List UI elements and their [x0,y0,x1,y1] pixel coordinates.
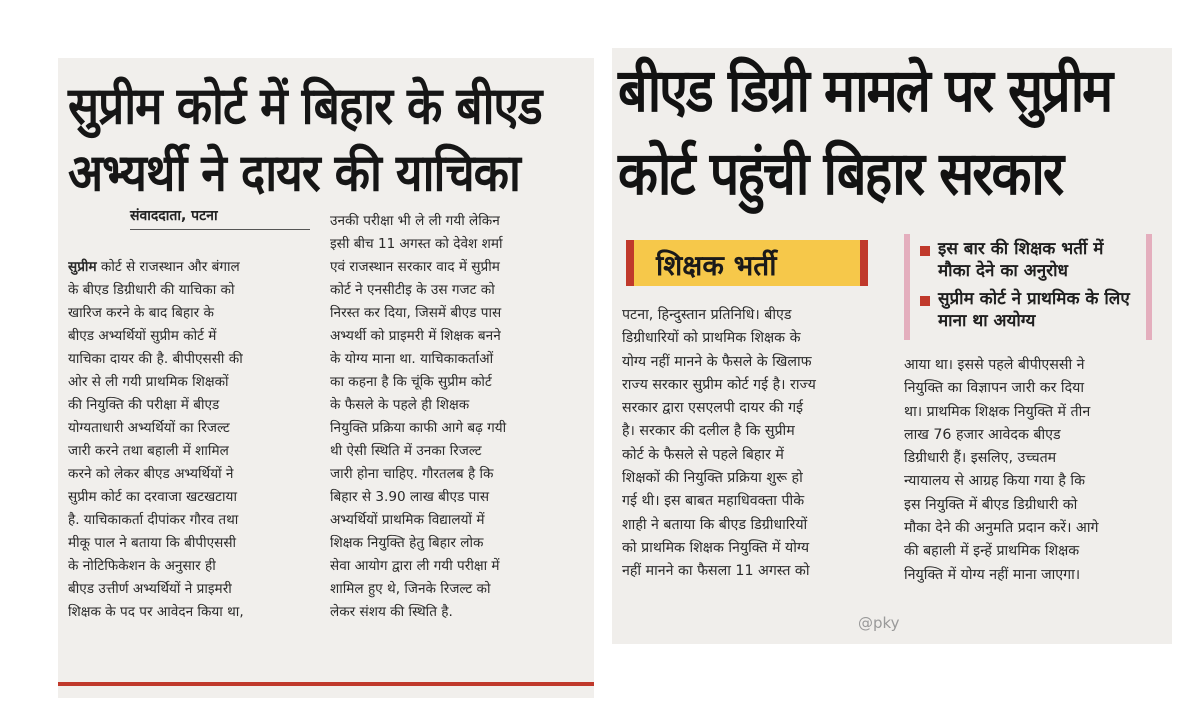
left-col2-line: लेकर संशय की स्थिति है. [330,604,453,620]
left-col2-line: निरस्त कर दिया, जिसमें बीएड पास [330,305,502,321]
right-col2-line: न्यायालय से आग्रह किया गया है कि [904,473,1085,490]
right-col2-line: की बहाली में इन्हें प्राथमिक शिक्षक [904,543,1080,560]
left-col1-line: के बीएड डिग्रीधारी की याचिका को [68,282,235,298]
left-col1-line: के नोटिफिकेशन के अनुसार ही [68,558,216,574]
left-col1-line: करने को लेकर बीएड अभ्यर्थियों ने [68,466,234,482]
watermark: @pky [858,614,900,632]
right-col1-line: डिग्रीधारियों को प्राथमिक शिक्षक के [622,330,801,347]
highlight-text: सुप्रीम कोर्ट ने प्राथमिक के लिए माना था अयोग्य [938,289,1130,331]
lead-word: सुप्रीम [68,259,97,275]
left-col1-line: शिक्षक के पद पर आवेदन किया था, [68,604,244,620]
right-col1-line: गई थी। इस बाबत महाधिवक्ता पीके [622,493,805,510]
right-col1-line: शाही ने बताया कि बीएड डिग्रीधारियों [622,516,808,533]
highlight-item [920,238,1138,282]
right-headline-line-2: कोर्ट पहुंची बिहार सरकार [618,139,1063,209]
right-col1-line: है। सरकार की दलील है कि सुप्रीम [622,423,795,440]
right-col2-line: आया था। इससे पहले बीपीएससी ने [904,357,1085,373]
left-col1-line: की नियुक्ति की परीक्षा में बीएड [68,397,220,413]
left-col2-line: के योग्य माना था. याचिकाकर्ताओं [330,351,494,367]
left-col1-line: सुप्रीम कोर्ट का दरवाजा खटखटाया [68,489,237,505]
left-col2-line: उनकी परीक्षा भी ले ली गयी लेकिन [330,213,500,229]
left-col1-line: ओर से ली गयी प्राथमिक शिक्षकों [68,374,229,390]
right-column-1 [622,304,888,584]
right-col1-line: सरकार द्वारा एसएलपी दायर की गई [622,400,804,417]
left-col2-line: कोर्ट ने एनसीटीइ के उस गजट को [330,282,495,298]
right-col1-line: शिक्षकों की नियुक्ति प्रक्रिया शुरू हो [622,470,803,487]
highlights-box [904,234,1152,340]
left-col1-line: मीकू पाल ने बताया कि बीपीएससी [68,535,237,551]
left-column-1 [68,256,316,624]
category-tag [626,240,868,286]
left-headline-line-1: सुप्रीम कोर्ट में बिहार के बीएड [68,75,542,136]
right-col2-line: था। प्राथमिक शिक्षक नियुक्ति में तीन [904,403,1091,420]
bullet-square-icon [920,246,930,256]
left-col1-line: योग्यताधारी अभ्यर्थियों का रिजल्ट [68,420,230,436]
left-col2-line: सेवा आयोग द्वारा ली गयी परीक्षा में [330,558,500,574]
left-col2-line: जारी होना चाहिए. गौरतलब है कि [330,466,494,482]
right-col1-line: पटना, हिन्दुस्तान प्रतिनिधि। बीएड [622,307,792,323]
left-column-2 [330,210,582,624]
left-byline: संवाददाता, पटना [130,206,310,230]
left-col1-line: याचिका दायर की है. बीपीएससी की [68,351,243,367]
left-col1-line: जारी करने तथा बहाली में शामिल [68,443,229,459]
left-col2-line: बिहार से 3.90 लाख बीएड पास [330,489,490,505]
highlight-item [920,288,1138,332]
left-col2-line: का कहना है कि चूंकि सुप्रीम कोर्ट [330,374,492,390]
right-col1-line: नहीं मानने का फैसला 11 अगस्त को [622,563,810,580]
left-col2-line: अभ्यर्थियों प्राथमिक विद्यालयों में [330,512,485,528]
left-news-clipping [58,58,594,698]
left-col1-line-0: सुप्रीम कोर्ट से राजस्थान और बंगाल [68,259,240,275]
right-headline-line-1: बीएड डिग्री मामले पर सुप्रीम [618,56,1112,126]
left-headline [68,72,584,206]
right-col2-line: मौका देने की अनुमति प्रदान करें। आगे [904,520,1099,537]
left-headline-line-2: अभ्यर्थी ने दायर की याचिका [68,142,520,204]
right-column-2 [904,354,1152,587]
left-col2-line: नियुक्ति प्रक्रिया काफी आगे बढ़ गयी [330,420,507,436]
left-col2-line: एवं राजस्थान सरकार वाद में सुप्रीम [330,259,500,275]
left-col1-line: बीएड अभ्यर्थियों सुप्रीम कोर्ट में [68,328,217,344]
right-col1-line: कोर्ट के फैसले से पहले बिहार में [622,446,784,463]
left-col2-line: थी ऐसी स्थिति में उनका रिजल्ट [330,443,482,459]
right-col1-line: को प्राथमिक शिक्षक नियुक्ति में योग्य [622,539,810,556]
left-col2-line: शामिल हुए थे, जिनके रिजल्ट को [330,581,491,597]
right-col1-line: योग्य नहीं मानने के फैसले के खिलाफ [622,353,812,370]
left-col2-line: इसी बीच 11 अगस्त को देवेश शर्मा [330,236,503,252]
right-news-clipping [612,48,1172,644]
right-col2-line: नियुक्ति में योग्य नहीं माना जाएगा। [904,566,1081,583]
right-col2-line: नियुक्ति का विज्ञापन जारी कर दिया [904,380,1085,397]
bottom-red-rule [58,682,594,686]
highlight-text: इस बार की शिक्षक भर्ती में मौका देने का अनुरोध [938,239,1104,281]
right-col2-line: इस नियुक्ति में बीएड डिग्रीधारी को [904,496,1078,513]
left-col2-line: के फैसले के पहले ही शिक्षक [330,397,470,413]
left-col2-line: शिक्षक नियुक्ति हेतु बिहार लोक [330,535,484,551]
right-headline [618,50,1166,216]
right-col1-line: राज्य सरकार सुप्रीम कोर्ट गई है। राज्य [622,376,816,393]
category-tag-label: शिक्षक भर्ती [656,249,777,282]
right-col2-line: लाख 76 हजार आवेदक बीएड [904,426,1061,443]
right-col2-line: डिग्रीधारी हैं। इसलिए, उच्चतम [904,450,1057,467]
left-col1-line: बीएड उत्तीर्ण अभ्यर्थियों ने प्राइमरी [68,581,232,597]
bullet-square-icon [920,296,930,306]
left-col2-line: अभ्यर्थी को प्राइमरी में शिक्षक बनने [330,328,501,344]
left-col1-line: है. याचिकाकर्ता दीपांकर गौरव तथा [68,512,239,528]
left-col1-line: खारिज करने के बाद बिहार के [68,305,214,321]
